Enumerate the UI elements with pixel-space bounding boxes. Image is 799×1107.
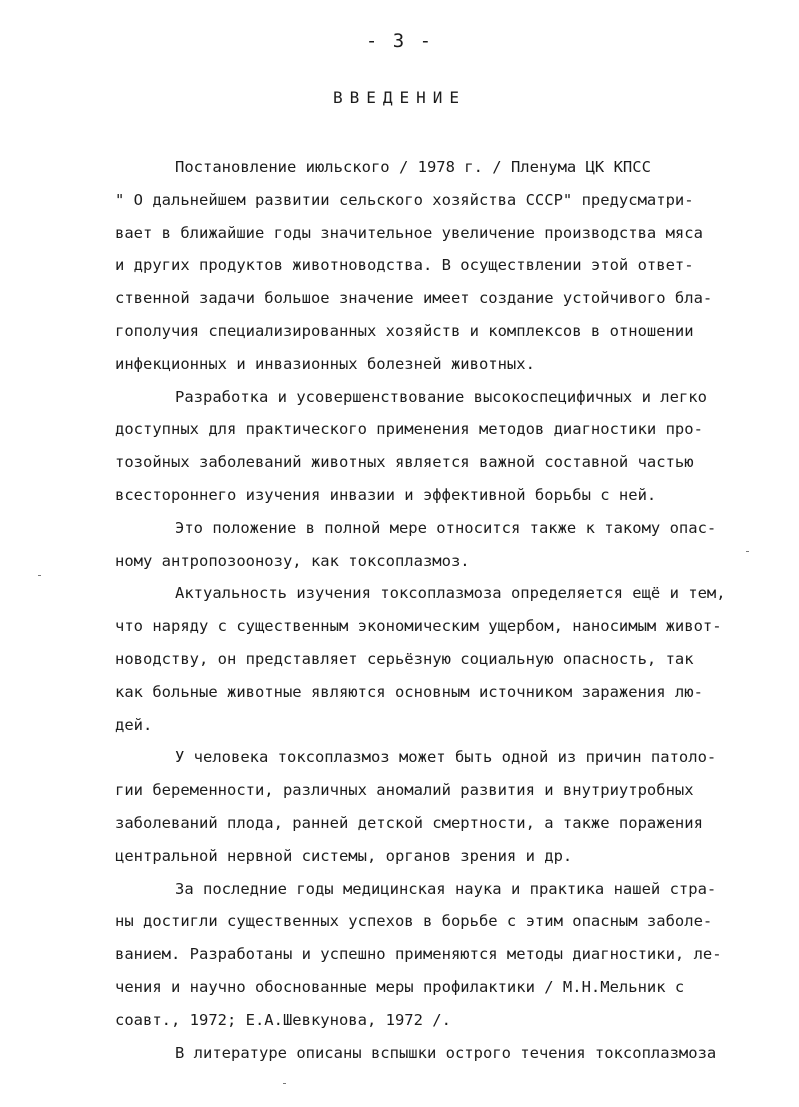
- text-line: ственной задачи большое значение имеет создание устойчивого бла-: [115, 289, 713, 308]
- page-number: - 3 -: [365, 30, 434, 52]
- text-line: заболеваний плода, ранней детской смертности, а также поражения: [115, 813, 703, 832]
- body-text: [115, 151, 755, 1069]
- text-line: инфекционных и инвазионных болезней животных.: [115, 354, 535, 373]
- text-line: Это положение в полной мере относится также к такому опас-: [175, 518, 717, 537]
- section-heading: ВВЕДЕНИЕ: [332, 88, 467, 107]
- text-line: центральной нервной системы, органов зрения и др.: [115, 846, 573, 865]
- scan-speck: [283, 1083, 286, 1084]
- text-line: Разработка и усовершенствование высокоспецифичных и легко: [175, 387, 707, 406]
- text-line: Постановление июльского / 1978 г. / Пленума ЦК КПСС: [175, 158, 651, 176]
- text-line: тозойных заболеваний животных является важной составной частью: [115, 453, 694, 472]
- text-line: чения и научно обоснованные меры профилактики / М.Н.Мельник с: [115, 977, 685, 996]
- text-line: что наряду с существенным экономическим ущербом, наносимым живот-: [115, 617, 722, 636]
- text-line: " О дальнейшем развитии сельского хозяйства СССР" предусматри-: [115, 190, 694, 209]
- text-line: ному антропозоонозу, как токсоплазмоз.: [115, 551, 470, 570]
- text-line: дей.: [115, 715, 153, 734]
- text-line: вает в ближайшие годы значительное увеличение производства мяса: [115, 223, 703, 242]
- scan-speck: [746, 551, 749, 552]
- scan-speck: [38, 575, 41, 576]
- text-line: как больные животные являются основным источником заражения лю-: [115, 682, 703, 701]
- text-line: Актуальность изучения токсоплазмоза определяется ещё и тем,: [175, 584, 726, 603]
- text-line: гополучия специализированных хозяйств и комплексов в отношении: [115, 321, 694, 340]
- text-line: За последние годы медицинская наука и практика нашей стра-: [175, 879, 717, 898]
- text-line: новодству, он представляет серьёзную социальную опасность, так: [115, 649, 694, 668]
- text-line: доступных для практического применения методов диагностики про-: [115, 420, 703, 439]
- text-line: соавт., 1972; Е.А.Шевкунова, 1972 /.: [115, 1010, 451, 1029]
- text-line: гии беременности, различных аномалий развития и внутриутробных: [115, 781, 694, 800]
- text-line: ны достигли существенных успехов в борьбе с этим опасным заболе-: [115, 912, 713, 931]
- text-line: и других продуктов животноводства. В осуществлении этой ответ-: [115, 256, 694, 275]
- text-line: В литературе описаны вспышки острого течения токсоплазмоза: [175, 1043, 717, 1062]
- text-line: ванием. Разработаны и успешно применяются методы диагностики, ле-: [115, 945, 722, 964]
- text-line: У человека токсоплазмоз может быть одной из причин патоло-: [175, 748, 717, 767]
- text-line: всестороннего изучения инвазии и эффективной борьбы с ней.: [115, 485, 657, 504]
